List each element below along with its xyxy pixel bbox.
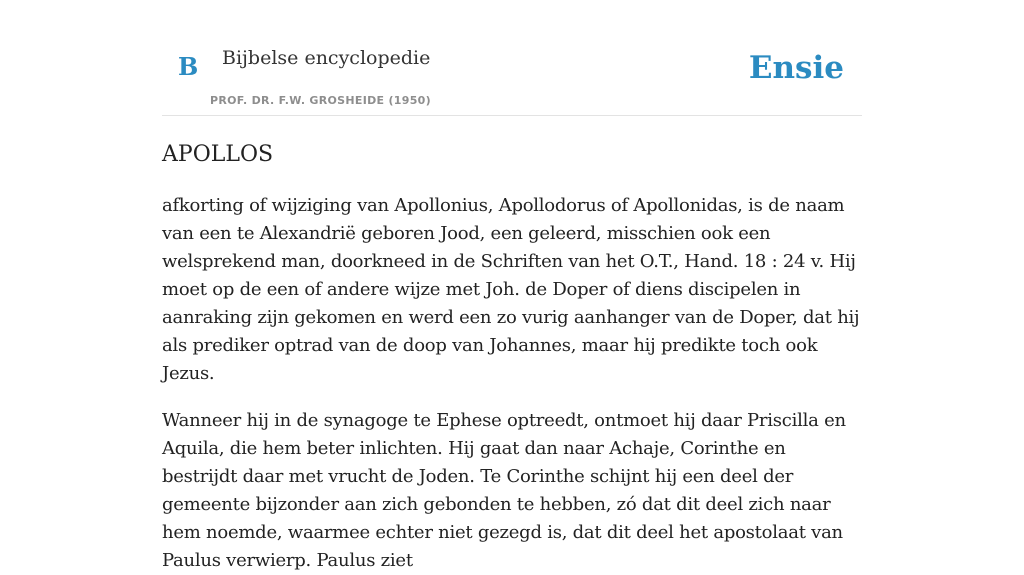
article-paragraph: Wanneer hij in de synagoge te Ephese optreedt, ontmoet hij daar Priscilla en Aquila, die hem beter inlichten. Hij gaat dan naar Achaje, Corinthe en bestrijdt daar met vrucht de Joden. Te Corinthe schijnt hij een deel der gemeente bijzonder aan zich gebonden te hebben, zó dat dit deel zich naar hem noemde, waarmee echter niet gezegd is, dat dit deel het apostolaat van Paulus verwierp. Paulus ziet [162, 410, 846, 571]
article-body [162, 140, 862, 575]
book-logo[interactable]: B [178, 52, 199, 81]
article-paragraph: afkorting of wijziging van Apollonius, Apollodorus of Apollonidas, is de naam van een te Alexandrië geboren Jood, een geleerd, misschien ook een welsprekend man, doorkneed in de Schriften van het O.T., Hand. 18 : 24 v. Hij moet op de een of andere wijze met Joh. de Doper of diens discipelen in aanraking zijn gekomen en werd een zo vurig aanhanger van de Doper, dat hij als prediker optrad van de doop van Johannes, maar hij predikte toch ook Jezus. [162, 195, 860, 384]
author-label: PROF. DR. F.W. GROSHEIDE (1950) [210, 94, 431, 107]
book-title-link[interactable]: Bijbelse encyclopedie [222, 47, 431, 69]
article-title: APOLLOS [162, 142, 274, 167]
ensie-logo-link[interactable]: Ensie [748, 50, 844, 86]
page-header [162, 0, 862, 116]
